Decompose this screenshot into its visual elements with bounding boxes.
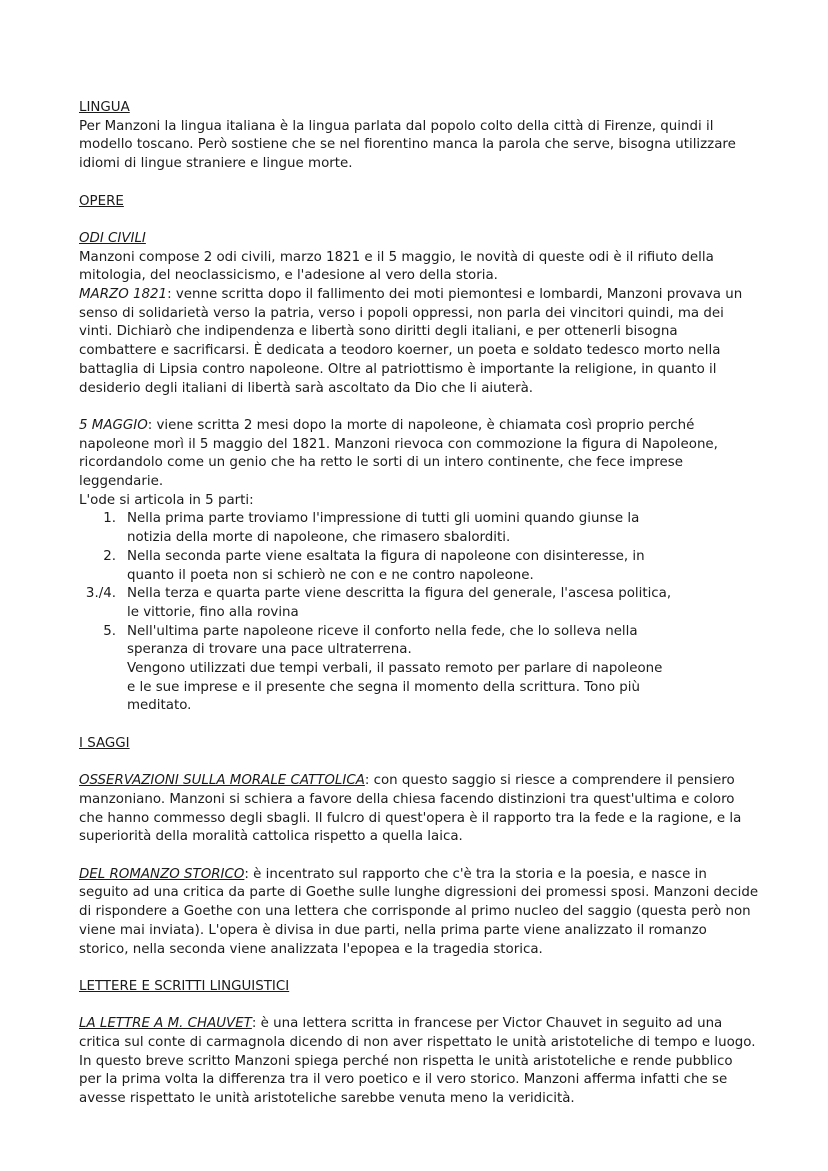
intro-5-maggio: L'ode si articola in 5 parti: bbox=[79, 492, 254, 508]
paragraph-lingua: Per Manzoni la lingua italiana è la lingua parlata dal popolo colto della città di Firenze, quindi il modello toscano. Però sostiene che se nel fiorentino manca la parola che serve, bisogna utilizzare idiomi di lingue straniere e lingue morte. bbox=[79, 118, 736, 172]
paragraph-odi-civili: Manzoni compose 2 odi civili, marzo 1821 e il 5 maggio, le novità di queste odi è il rifiuto della mitologia, del neoclassicismo, e l'adesione al vero della storia. bbox=[79, 249, 714, 284]
list-text: Nell'ultima parte napoleone riceve il conforto nella fede, che lo solleva nella speranza di trovare una pace ultraterrena. bbox=[127, 623, 638, 658]
heading-lingua: LINGUA bbox=[79, 100, 130, 115]
text-osservazioni: : con questo saggio si riesce a comprendere il pensiero manzoniano. Manzoni si schiera a favore della chiesa facendo distinzioni tra quest'ultima e coloro che hanno commesso degli sbagli. Il fulcro di quest'opera è il rapporto tra la fede e la ragione, e la superiorità della moralità cattolica rispetto a quella laica. bbox=[79, 773, 742, 845]
label-5-maggio: 5 MAGGIO bbox=[79, 417, 148, 433]
heading-saggi: I SAGGI bbox=[79, 735, 130, 751]
list-text: Nella seconda parte viene esaltata la figura di napoleone con disinteresse, in quanto il poeta non si schierò ne con e ne contro napoleone. bbox=[127, 548, 645, 583]
heading-odi-civili: ODI CIVILI bbox=[79, 230, 146, 246]
label-chauvet: LA LETTRE A M. CHAUVET bbox=[79, 1016, 252, 1032]
closing-5-maggio: Vengono utilizzati due tempi verbali, il passato remoto per parlare di napoleone e le sue imprese e il presente che segna il momento della scrittura. Tono più meditato. bbox=[127, 661, 663, 714]
list-number: 5. bbox=[103, 623, 116, 639]
label-marzo-1821: MARZO 1821 bbox=[79, 287, 168, 302]
list-item bbox=[79, 510, 759, 547]
label-romanzo-storico: DEL ROMANZO STORICO bbox=[79, 866, 245, 882]
label-osservazioni: OSSERVAZIONI SULLA MORALE CATTOLICA bbox=[79, 773, 365, 789]
text-romanzo-storico: : è incentrato sul rapporto che c'è tra la storia e la poesia, e nasce in seguito ad una critica da parte di Goethe sulle lunghe digressioni dei promessi sposi. Manzoni decide di rispondere a Goethe con una lettera che corrisponde al primo nucleo del saggio (questa però non viene mai inviata). L'opera è divisa in due parti, nella prima parte viene analizzato il romanzo storico, nella seconda viene analizzata l'epopea e la tragedia storica. bbox=[79, 866, 759, 957]
paragraph-romanzo-storico bbox=[79, 866, 759, 960]
text-chauvet: : è una lettera scritta in francese per Victor Chauvet in seguito ad una critica sul conte di carmagnola dicendo di non aver rispettato le unità aristoteliche di tempo e luogo. In questo breve scritto Manzoni spiega perché non rispetta le unità aristoteliche e rende pubblico per la prima volta la differenza tra il vero poetico e il vero storico. Manzoni afferma infatti che se avesse rispettato le unità aristoteliche sarebbe venuta meno la veridicità. bbox=[79, 1016, 756, 1107]
parts-list bbox=[79, 510, 759, 716]
list-item bbox=[79, 623, 759, 660]
heading-opere: OPERE bbox=[79, 193, 124, 209]
document-page bbox=[79, 99, 759, 1109]
list-number: 1. bbox=[103, 511, 116, 527]
paragraph-osservazioni bbox=[79, 772, 759, 847]
heading-lettere: LETTERE E SCRITTI LINGUISTICI bbox=[79, 978, 290, 994]
text-5-maggio: : viene scritta 2 mesi dopo la morte di napoleone, è chiamata così proprio perché napoleone morì il 5 maggio del 1821. Manzoni rievoca con commozione la figura di Napoleone, ricordandolo come un genio che ha retto le sorti di un intero continente, che fece imprese leggendarie. bbox=[79, 417, 718, 490]
list-number: 2. bbox=[103, 548, 116, 564]
list-number: 3./4. bbox=[85, 586, 116, 602]
paragraph-marzo-1821 bbox=[79, 286, 759, 398]
text-marzo-1821: : venne scritta dopo il fallimento dei moti piemontesi e lombardi, Manzoni provava un senso di solidarietà verso la patria, verso i popoli oppressi, non parla dei vincitori quindi, ma dei vinti. Dichiarò che indipendenza e libertà sono diritti degli italiani, e per ottenerli bisogna combattere e sacrificarsi. È dedicata a teodoro koerner, un poeta e soldato tedesco morto nella battaglia di Lipsia contro napoleone. Oltre al patriottismo è importante la religione, in quanto il desiderio degli italiani di libertà sarà ascoltato da Dio che li aiuterà. bbox=[79, 287, 743, 396]
list-item bbox=[79, 585, 759, 622]
list-item bbox=[79, 548, 759, 585]
list-text: Nella terza e quarta parte viene descritta la figura del generale, l'ascesa politica, le vittorie, fino alla rovina bbox=[127, 586, 672, 620]
list-text: Nella prima parte troviamo l'impressione di tutti gli uomini quando giunse la notizia della morte di napoleone, che rimasero sbalorditi. bbox=[127, 511, 640, 546]
paragraph-5-maggio bbox=[79, 417, 759, 492]
paragraph-chauvet bbox=[79, 1015, 759, 1109]
